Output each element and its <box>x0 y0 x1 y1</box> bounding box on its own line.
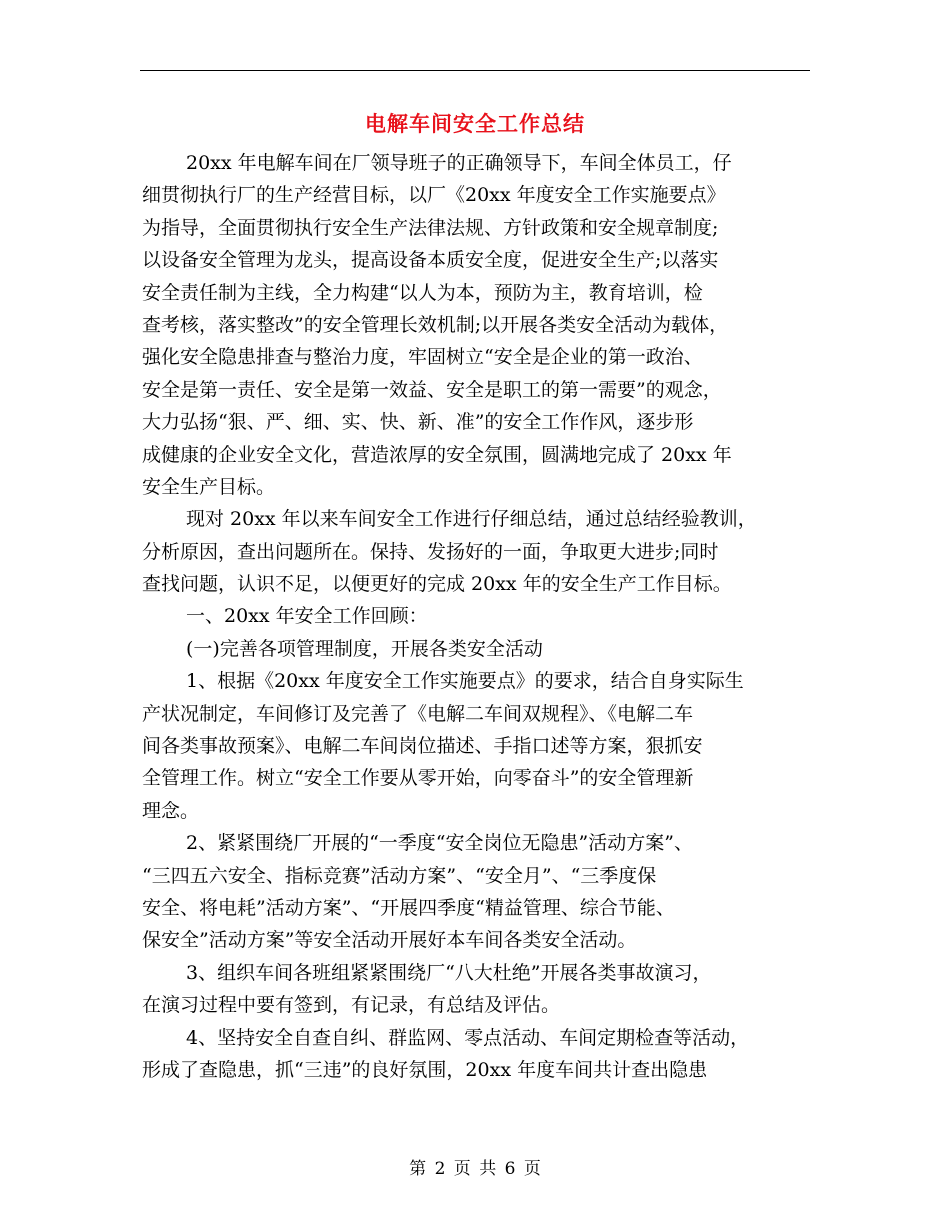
header-rule <box>140 70 810 71</box>
body-line: 在演习过程中要有签到，有记录，有总结及评估。 <box>142 994 561 1017</box>
body-line: 查找问题，认识不足，以便更好的完成 20xx 年的安全生产工作目标。 <box>142 573 732 596</box>
body-line: 强化安全隐患排查与整治力度，牢固树立“安全是企业的第一政治、 <box>142 346 703 369</box>
body-line: 安全责任制为主线，全力构建“以人为本，预防为主，教育培训，检 <box>142 281 703 304</box>
body-line: 2、紧紧围绕厂开展的“一季度“安全岗位无隐患”活动方案”、 <box>186 832 693 855</box>
body-line: 间各类事故预案》、电解二车间岗位描述、手指口述等方案，狠抓安 <box>142 735 703 758</box>
body-line: 理念。 <box>142 799 200 822</box>
body-line: 现对 20xx 年以来车间安全工作进行仔细总结，通过总结经验教训， <box>186 508 757 531</box>
body-line: 4、坚持安全自查自纠、群监网、零点活动、车间定期检查等活动， <box>186 1026 750 1049</box>
body-line: “三四五六安全、指标竞赛”活动方案”、“安全月”、“三季度保 <box>142 864 657 887</box>
body-line: 保安全”活动方案”等安全活动开展好本车间各类安全活动。 <box>142 929 637 952</box>
page-footer: 第 2 页 共 6 页 <box>409 1159 541 1179</box>
document-title: 电解车间安全工作总结 <box>365 111 585 136</box>
body-line: 安全、将电耗”活动方案”、“开展四季度“精益管理、综合节能、 <box>142 896 675 919</box>
body-line: 产状况制定，车间修订及完善了《电解二车间双规程》、《电解二车 <box>142 702 694 725</box>
body-line: 细贯彻执行厂的生产经营目标，以厂《20xx 年度安全工作实施要点》 <box>142 184 726 207</box>
body-line: 全管理工作。树立“安全工作要从零开始，向零奋斗”的安全管理新 <box>142 767 694 790</box>
body-line: 分析原因，查出问题所在。保持、发扬好的一面，争取更大进步;同时 <box>142 540 719 563</box>
body-line: 大力弘扬“狠、严、细、实、快、新、准”的安全工作作风，逐步形 <box>142 411 694 434</box>
body-line: 20xx 年电解车间在厂领导班子的正确领导下，车间全体员工，仔 <box>186 152 732 174</box>
body-line: (一)完善各项管理制度，开展各类安全活动 <box>186 637 543 660</box>
body-line: 形成了查隐患，抓“三违”的良好氛围，20xx 年度车间共计查出隐患 <box>142 1058 708 1081</box>
body-line: 1、根据《20xx 年度安全工作实施要点》的要求，结合自身实际生 <box>186 670 744 693</box>
body-line: 成健康的企业安全文化，营造浓厚的安全氛围，圆满地完成了 20xx 年 <box>142 443 732 466</box>
body-line: 3、组织车间各班组紧紧围绕厂“八大杜绝”开展各类事故演习， <box>186 961 712 984</box>
body-line: 查考核，落实整改”的安全管理长效机制;以开展各类安全活动为载体， <box>142 313 729 336</box>
body-line: 安全生产目标。 <box>142 475 276 498</box>
body-line: 以设备安全管理为龙头，提高设备本质安全度，促进安全生产;以落实 <box>142 249 719 272</box>
document-body <box>142 147 812 1086</box>
body-line: 安全是第一责任、安全是第一效益、安全是职工的第一需要”的观念， <box>142 378 722 401</box>
body-line: 为指导，全面贯彻执行安全生产法律法规、方针政策和安全规章制度; <box>142 216 719 239</box>
body-line: 一、20xx 年安全工作回顾： <box>186 605 428 628</box>
